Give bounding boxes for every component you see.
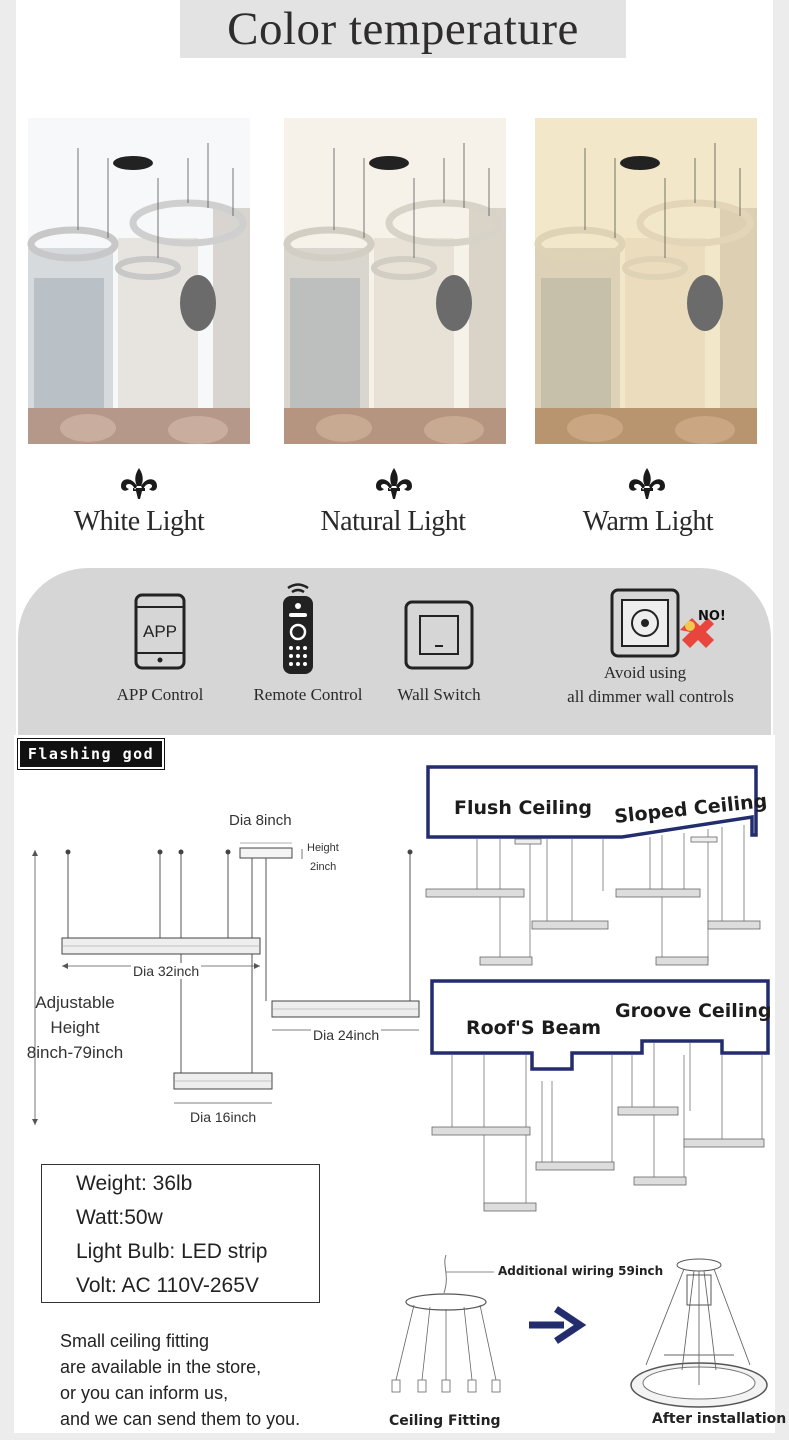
groove-ceiling-label: Groove Ceiling: [615, 1000, 772, 1022]
sloped-ceiling-label: Sloped Ceiling: [613, 790, 769, 828]
adjustable-height-label: [20, 990, 130, 1065]
dia-16-label: Dia 16inch: [190, 1109, 257, 1125]
white-light-label: White Light: [73, 506, 205, 537]
wiring-label: Additional wiring 59inch: [498, 1264, 664, 1278]
spec-box: [41, 1164, 320, 1303]
chandelier-room-image: [28, 118, 250, 444]
natural-light-label: Natural Light: [320, 506, 466, 537]
dia-top-label: Dia 8inch: [229, 812, 292, 829]
side-stripe: [773, 0, 789, 735]
fleur-de-lis-icon: [117, 466, 161, 500]
height-label-line2: 2inch: [310, 861, 337, 873]
wall-switch-icon: [404, 600, 474, 670]
phone-app-icon: [134, 593, 186, 670]
note-line: are available in the store,: [60, 1357, 262, 1377]
title-banner: [180, 0, 626, 58]
after-installation-label: After installation: [652, 1411, 787, 1427]
spec-watt: Watt:50w: [76, 1206, 163, 1229]
ceiling-types-diagram: [422, 761, 775, 1221]
spec-weight: Weight: 36lb: [76, 1172, 193, 1195]
adjustable-line: Adjustable: [35, 993, 115, 1012]
note-line: Small ceiling fitting: [60, 1331, 210, 1351]
remote-control-label: Remote Control: [253, 685, 363, 704]
dimension-drawing: [14, 775, 414, 1155]
natural-light-photo: [284, 118, 506, 444]
chandelier-room-image: [284, 118, 506, 444]
fitting-note: [60, 1328, 360, 1432]
fleur-de-lis-icon: [625, 466, 669, 500]
warm-light-label: Warm Light: [582, 506, 714, 537]
adjustable-line: 8inch-79inch: [26, 1043, 124, 1062]
dia-24-label: Dia 24inch: [313, 1027, 380, 1043]
warm-light-photo: [535, 118, 757, 444]
height-label-line1: Height: [307, 842, 339, 854]
app-control-label: APP Control: [116, 685, 204, 704]
roofs-beam-label: Roof'S Beam: [466, 1017, 602, 1039]
note-line: or you can inform us,: [60, 1383, 229, 1403]
fleur-de-lis-icon: [372, 466, 416, 500]
avoid-label-line2: all dimmer wall controls: [567, 687, 734, 706]
flush-ceiling-label: Flush Ceiling: [454, 797, 592, 819]
dimmer-switch-icon: [610, 588, 726, 668]
page-title: Color temperature: [227, 3, 579, 55]
dimensions-section: [14, 735, 787, 1433]
brand-logo: Flashing god: [18, 739, 164, 769]
app-icon-text: APP: [142, 622, 178, 641]
spec-volt: Volt: AC 110V-265V: [76, 1274, 259, 1297]
dia-32-label: Dia 32inch: [133, 963, 200, 979]
avoid-label-line1: Avoid using: [603, 663, 687, 682]
ceiling-fitting-label: Ceiling Fitting: [389, 1413, 501, 1429]
wall-switch-label: Wall Switch: [397, 685, 481, 704]
remote-control-icon: [280, 582, 316, 676]
no-badge: NO!: [698, 609, 726, 624]
note-line: and we can send them to you.: [60, 1409, 301, 1429]
side-stripe: [0, 0, 16, 735]
white-light-photo: [28, 118, 250, 444]
chandelier-room-image: [535, 118, 757, 444]
adjustable-line: Height: [50, 1018, 100, 1037]
spec-bulb: Light Bulb: LED strip: [76, 1240, 268, 1263]
